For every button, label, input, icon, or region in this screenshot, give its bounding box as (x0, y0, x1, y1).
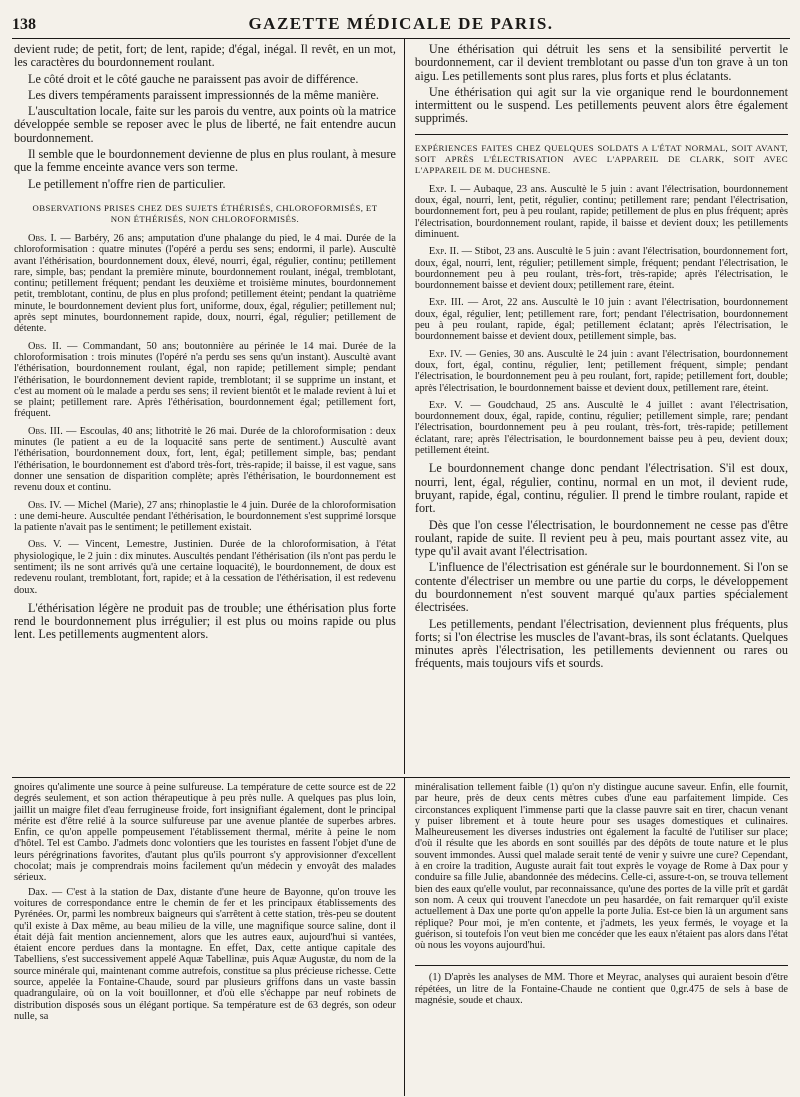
experience-label: Exp. I. (428, 183, 457, 195)
experience-text: — Stibot, 23 ans. Auscultè le 5 juin : avant l'électrisation, bourdonnement fort, doux, égal, nourri, lent, régulier; petillement simple, fréquent; pendant l'électrisation, le bourdonnement peu à peu roulant, très-fort, très-rapide; après l'électrisation, le bourdonnement baisse et devient doux; petillement rare, éteint. (414, 246, 788, 292)
paragraph: devient rude; de petit, fort; de lent, rapide; d'égal, inégal. Il revêt, en un mot, les caractères du bourdonnement roulant. (14, 42, 396, 70)
observation-label: Obs. III. (28, 425, 63, 437)
experience-item (415, 297, 788, 342)
paragraph: Les divers tempéraments paraissent impressionnés de la même manière. (28, 87, 379, 102)
journal-title: GAZETTE MÉDICALE DE PARIS. (248, 14, 554, 33)
paragraph: Dès que l'on cesse l'électrisation, le bourdonnement ne cesse pas d'être roulant, rapide de suite. Il revient peu à peu, mais pourtant assez vite, au type qu'il avait avant l'électrisation. (414, 517, 788, 559)
paragraph: Le petillement n'offre rien de particulier. (28, 176, 226, 191)
experience-label: Exp. V. (428, 399, 463, 411)
experience-text: — Goudchaud, 25 ans. Auscultè le 4 juillet : avant l'électrisation, bourdonnement doux, égal, rapide, continu, régulier; petillement simple, rare; pendant l'électrisation, bourdonnement peu à peu roulant, très-fort, très-rapide; petillement éclatant, rare; après l'électrisation, le bourdonnement baisse peu à peu, devient doux; petillement éteint. (414, 399, 789, 457)
experience-item (415, 349, 788, 394)
observation-item (14, 341, 396, 420)
observation-label: Obs. IV. (28, 499, 62, 511)
paragraph: Le bourdonnement change donc pendant l'électrisation. S'il est doux, nourri, lent, égal, régulier, continu, normal en un mot, il devient rude, bruyant, rapide, égal, continu, régulier. Il prend le timbre roulant, rapide et fort. (414, 461, 788, 516)
paragraph: L'auscultation locale, faite sur les parois du ventre, aux points où la matrice développée semble se reposer avec le plus de liberté, ne fait entendre aucun bourdonnement. (14, 104, 396, 145)
observation-item (14, 539, 396, 595)
top-columns (12, 39, 790, 774)
bottom-columns (12, 778, 790, 1096)
section-heading: OBSERVATIONS PRISES CHEZ DES SUJETS ÉTHÉRISÉS, CHLOROFORMISÉS, ET NON ÉTHÉRISÉS, NON CHLOROFORMISÉS. (32, 202, 378, 224)
paragraph: gnoires qu'alimente une source à peine sulfureuse. La température de cette source est de 22 degrés seulement, et son action thérapeutique à peu près nulle. A quelques pas plus loin, jaillit un maigre filet d'eau ferrugineuse froide, fort insignifiant également, dont le principal mérite est d'être relié à la source sulfureuse par une avenue plantée de superbes arbres. Enfin, ce qu'on appelle pompeusement l'établissement thermal, mérite à peine le nom d'hôtel. Tel est Cambo. J'admets donc volontiers que les touristes en fassent l'objet d'une de leurs pérégrinations favorites, d'autant plus qu'ils pourront s'y approvisionner d'excellent chocolat; mais je comprendrais moins facilement qu'un médecin y envoyât des malades sérieux. (14, 782, 396, 884)
paragraph: Une éthérisation qui détruit les sens et la sensibilité pervertit le bourdonnement, car il devient tremblotant ou passe d'un ton grave à un ton aigu. Les petillements sont plus rares, plus forts et plus éclatants. (414, 42, 788, 83)
paragraph: Il semble que le bourdonnement devienne de plus en plus roulant, à mesure que la femme enceinte avance vers son terme. (14, 147, 396, 175)
experience-item (415, 400, 788, 456)
experience-text: — Arot, 22 ans. Auscultè le 10 juin : avant l'électrisation, bourdonnement doux, égal, régulier, lent; petillement rare, fort; pendant l'électrisation, bourdonnement peu à peu roulant, rapide, égal; petillement éclatant; après l'électrisation, le bourdonnement baisse et devient doux, petillement simple, bas. (414, 297, 789, 343)
experience-label: Exp. III. (428, 297, 464, 309)
paragraph: Une éthérisation qui agit sur la vie organique rend le bourdonnement intermittent ou le suspend. Les petillements peuvent alors être également supprimés. (414, 84, 788, 126)
bottom-right-column (404, 778, 790, 1096)
paragraph: L'éthérisation légère ne produit pas de trouble; une éthérisation plus forte rend le bourdonnement plus irrégulier; il est plus ou moins rapide ou plus lent. Les petillements augmentent alors. (14, 600, 396, 642)
experience-label: Exp. IV. (428, 348, 463, 360)
divider (415, 134, 788, 135)
observation-text: — Commandant, 50 ans; boutonnière au périnée le 14 mai. Durée de la chloroformisation : trois minutes (l'opéré n'a perdu ses sens qu'un instant). Auscultè avant l'éthérisation, bourdonnement roulant, égal, non rapide; petillement simple; pendant l'éthérisation, le bourdonnement devient rapide, tremblotant; il se supprime un instant, et c'est au moment où le malade a perdu ses sens; il revient bientôt et le malade revient à lui et se plaint; petillement rare. Après l'éthérisation, bourdonnement égal; petillement fort, fréquent. (14, 340, 396, 420)
observations-list (14, 233, 396, 596)
observation-text: — Barbéry, 26 ans; amputation d'une phalange du pied, le 4 mai. Durée de la chloroformisation : quatre minutes (l'opéré a perdu ses sens; endormi, il parle). Auscultè avant l'éthérisation, bourdonnement doux, élevé, nourri, égal, régulier, continu; petillement rare, simple, bas; pendant la première minute, bourdonnement roulant, inégal, tremblotant, continu; petillement fréquent; pendant les deuxième et troisième minutes, bourdonnement petit, tremblotant, continu, de plus en plus profond; petillement éteint; pendant la quatrième minute, le bourdonnement devient plus fort, uniforme, doux, égal, régulier; petillement nul; après sept minutes, bourdonnement rapide, doux, nourri, égal, régulier; petillement de détente. (14, 232, 396, 335)
paragraph: Le côté droit et le côté gauche ne paraissent pas avoir de différence. (28, 71, 359, 86)
footnote: (1) D'après les analyses de MM. Thore et Meyrac, analyses qui auraient besoin d'être répétées, un litre de la Fontaine-Chaude ne contient que 0,gr.475 de sels à base de magnésie, soude et chaux. (414, 972, 788, 1007)
observation-item (14, 500, 396, 534)
bottom-left-column (12, 778, 404, 1096)
page-header (12, 14, 790, 39)
observation-label: Obs. I. (28, 232, 57, 244)
observation-item (14, 233, 396, 335)
experiences-list (415, 184, 788, 457)
observation-text: — Escoulas, 40 ans; lithotritè le 26 mai. Durée de la chloroformisation : deux minutes (le patient a eu de la loquacité sans perte de sentiment.) Auscultè avant l'éthérisation, bourdonnement doux, fort, lent, égal; petillement simple, bas; pendant l'éthérisation, le bourdonnement est d'abord très-fort, très-rapide; il baisse, il est vague, sans donner une sensation de disparition complète; après l'éthérisation, le bourdonnement est revenu doux et continu. (14, 425, 396, 494)
paragraph: Les petillements, pendant l'électrisation, deviennent plus fréquents, plus forts; si l'on électrise les muscles de l'avant-bras, ils sont éclatants. Quelques minutes après l'électrisation, les petillements deviennent ou rares ou fréquents, mais toujours vifs et sourds. (414, 616, 788, 671)
experience-label: Exp. II. (428, 246, 459, 258)
experience-text: — Aubaque, 23 ans. Auscultè le 5 juin : avant l'électrisation, bourdonnement doux, égal, nourri, lent, petit, régulier, continu; petillement rare; pendant l'électrisation, bourdonnement fort, peu à peu roulant, rapide; petillement de plus en plus fréquent; après l'électrisation, bourdonnement roulant, rapide, il baisse et devient doux; les petillements diminuent. (414, 183, 788, 240)
observation-label: Obs. V. (28, 539, 62, 551)
paragraph: L'influence de l'électrisation est générale sur le bourdonnement. Si l'on se contente d'électriser un membre ou une partie du corps, le développement du bourdonnement n'est souvent marqué qu'aux parties spécialement électrisées. (414, 560, 788, 615)
section-heading: EXPÉRIENCES FAITES CHEZ QUELQUES SOLDATS A L'ÉTAT NORMAL, SOIT AVANT, SOIT APRÈS L'ÉLECTRISATION AVEC L'APPAREIL DE CLARK, SOIT AVEC L'APPAREIL DE M. DUCHESNE. (414, 142, 788, 175)
observation-text: — Vincent, Lemestre, Justinien. Durée de la chloroformisation, à l'état physiologique, le 2 juin : dix minutes. Auscultés pendant l'éthérisation (ils n'ont pas perdu le sentiment; ils ne sont arrivés qu'à une certaine loquacité), le bourdonnement, de doux est redevenu roulant, tremblotant, fort, rapide; et à la cessation de l'éthérisation, il est redevenu doux. (14, 539, 396, 596)
observation-label: Obs. II. (28, 340, 62, 352)
footnote-divider (415, 965, 788, 966)
experience-text: — Genies, 30 ans. Auscultè le 24 juin : avant l'électrisation, bourdonnement doux, fort, égal, continu, régulier, lent; petillement fréquent, simple; pendant l'électrisation, le bourdonnement peu à peu roulant, fort, rapide; petillement fort, double; après l'électrisation, le bourdonnement baisse et devient doux, petillement rare, éteint. (414, 348, 788, 394)
top-right-column (404, 39, 790, 774)
observation-text: — Michel (Marie), 27 ans; rhinoplastie le 4 juin. Durée de la chloroformisation : une demi-heure. Auscultée pendant l'éthérisation, le bourdonnement s'est supprimé lorsque la patiente n'avait pas le sentiment; le petillement existait. (14, 499, 396, 534)
top-left-column (12, 39, 404, 774)
experience-item (415, 246, 788, 291)
paragraph: minéralisation tellement faible (1) qu'on n'y distingue aucune saveur. Enfin, elle fournit, par heure, près de deux cents mètres cubes d'une eau parfaitement limpide. Ces circonstances expliquent l'immense parti que la classe pauvre sait en tirer, chacun venant y puiser librement et à toute heure pour ses usages domestiques et culinaires. Malheureusement les diverses industries ont également la faculté de l'utiliser sur place; d'où il résulte que les abords en sont souillés par des dépôts de toute nature et le plus souvent immondes. Aussi quel malade serait tenté de venir y suivre une cure? Cependant, à en croire la tradition, Auguste aurait fait tout exprès le voyage de Rome à Dax pour y conduire sa fille Julie, abandonnée des médecins. Celle-ci, assure-t-on, se trouva tellement bien des eaux qu'elle voulut, par reconnaissance, qu'une des portes de la ville prît et gardât son nom. A ceux qui trouvent l'anecdote un peu hasardée, on fait remarquer qu'il existe actuellement à Dax une porte qu'on appelle la porte Julia. Est-ce bien là un argument sans réplique? Pour moi, je m'en contente, et j'admets, les yeux fermés, le voyage et la guérison, si toutefois l'on veut bien me concéder que les eaux n'étaient pas alors dans l'état où nous les voyons aujourd'hui. (414, 782, 788, 952)
observation-item (14, 426, 396, 494)
paragraph: Dax. — C'est à la station de Dax, distante d'une heure de Bayonne, qu'on trouve les voitures de correspondance entre le chemin de fer et les principaux établissements des Pyrénées. Or, parmi les nombreux baigneurs qui s'arrêtent à cette station, très-peu se doutent qu'il existe à Dax même, au beau milieu de la ville, une magnifique source saline, dont il était déjà fait mention anciennement, alors que les autres eaux, aujourd'hui si vantées, étaient encore perdues dans la montagne. En effet, Dax, cette antique capitale des Tabelliens, s'est successivement appelé Aquæ Tabellinæ, puis Aquæ Augustæ, du nom de la source minérale qui, maintenant comme autrefois, constitue sa plus précieuse richesse. Cette source, appelée la Fontaine-Chaude, sourd par plusieurs griffons dans un vaste bassin quadrangulaire, où on la voit bouillonner, et d'où elle s'échappe par neuf robinets de distribution disposés sous un élégant portique. Sa température est de 63 degrés, son odeur nulle, sa (14, 886, 396, 1022)
page-number: 138 (12, 16, 36, 33)
experience-item (415, 184, 788, 240)
